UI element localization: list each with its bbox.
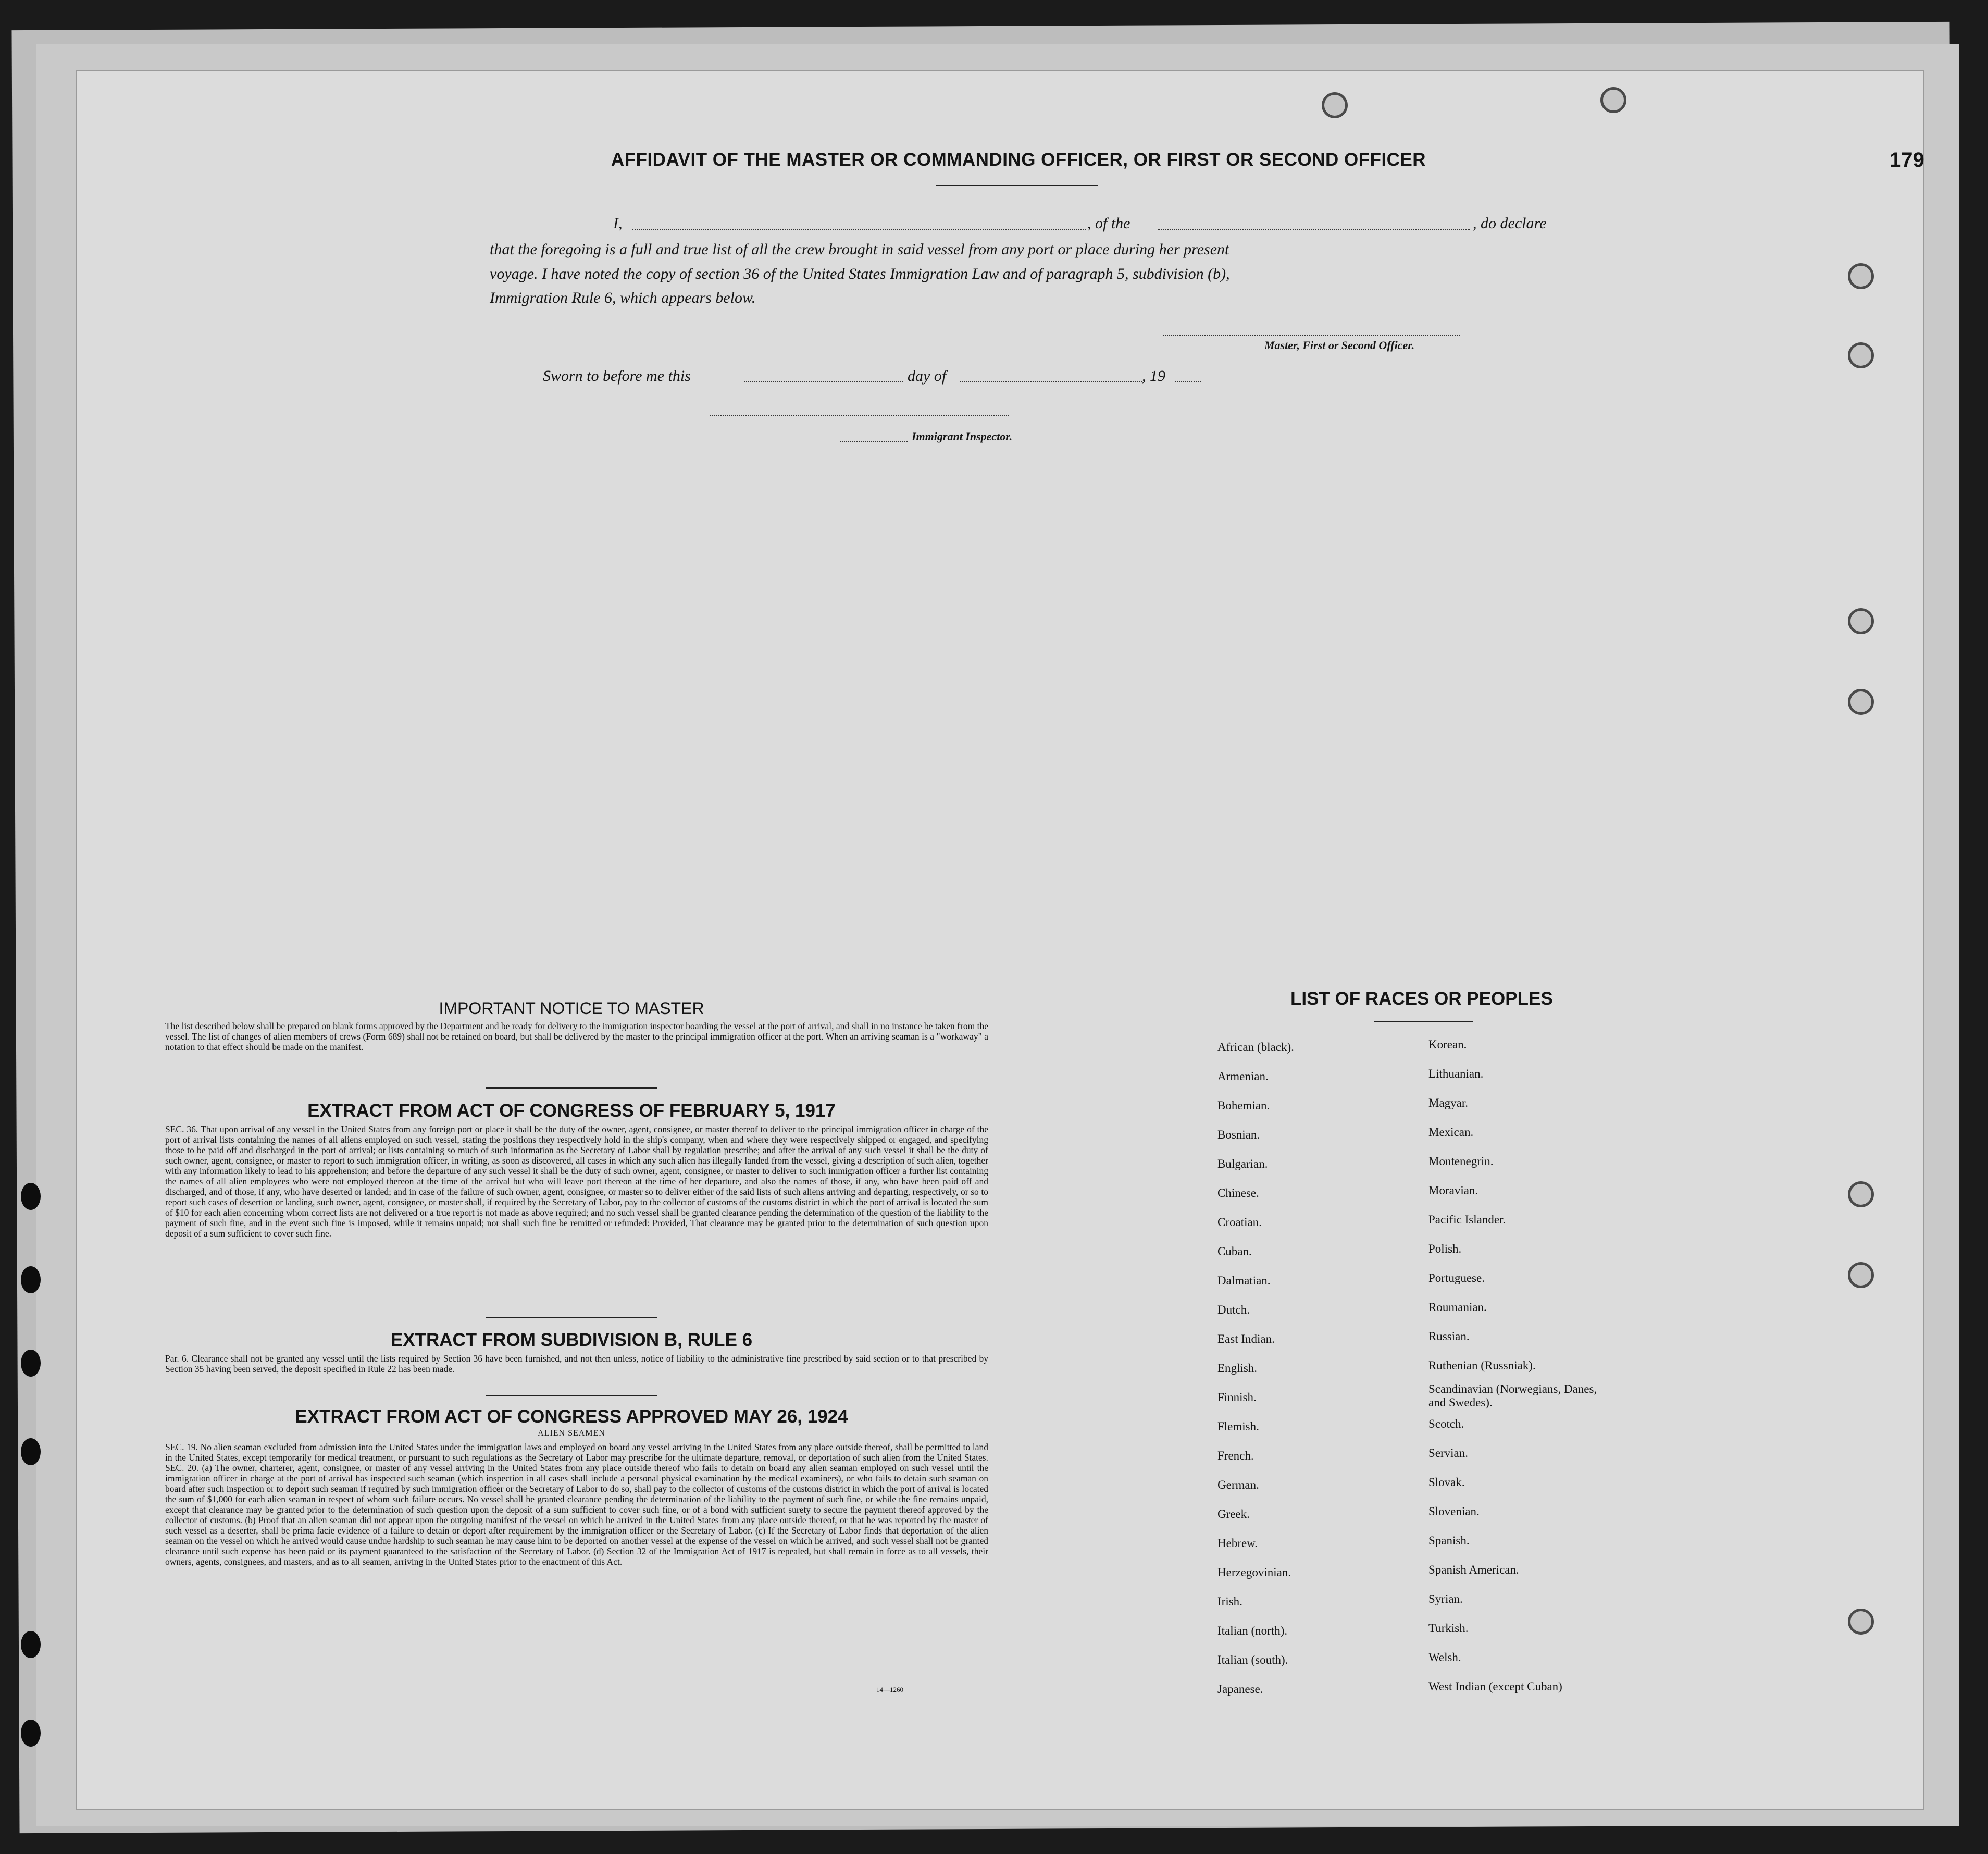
punch-hole [1848, 1609, 1874, 1635]
race-item: Polish. [1428, 1242, 1462, 1255]
race-item: Bulgarian. [1217, 1157, 1268, 1170]
race-item: Irish. [1217, 1595, 1242, 1608]
extract-rule6-body: Par. 6. Clearance shall not be granted any vessel until the lists required by Section 36 have been furnished, and not then unless, notice of liability to the administrative fine prescribed by said section or to that prescribed by Section 35 having been served, the deposit specified in Rule 22 has been made. [165, 1353, 988, 1374]
race-item: West Indian (except Cuban) [1428, 1680, 1562, 1693]
race-item: African (black). [1217, 1041, 1294, 1054]
races-title: LIST OF RACES OR PEOPLES [1290, 988, 1553, 1009]
race-item: Armenian. [1217, 1070, 1269, 1083]
race-item: Greek. [1217, 1507, 1250, 1521]
extract-1924-subtitle: ALIEN SEAMEN [538, 1429, 605, 1438]
page-number: 179 [1890, 149, 1924, 171]
punch-hole [1848, 608, 1874, 634]
race-item: Finnish. [1217, 1391, 1257, 1404]
punch-hole [1322, 92, 1348, 118]
race-item: Dutch. [1217, 1303, 1250, 1316]
races-title-rule [1374, 1021, 1473, 1022]
section-rule [486, 1395, 657, 1396]
vessel-name-blank [1158, 229, 1470, 230]
affidavit-line3: voyage. I have noted the copy of section 36 of the United States Immigration Law and of paragraph 5, subdivision (b), [490, 265, 1230, 282]
sworn-end: , 19 [1142, 367, 1165, 385]
race-item: Moravian. [1428, 1184, 1478, 1197]
master-signature-caption: Master, First or Second Officer. [1264, 339, 1415, 352]
race-item: Portuguese. [1428, 1271, 1485, 1284]
race-item: Scotch. [1428, 1417, 1464, 1430]
punch-hole [1848, 263, 1874, 289]
race-item: Magyar. [1428, 1096, 1469, 1109]
punch-hole [1600, 87, 1626, 113]
race-item: Ruthenian (Russniak). [1428, 1359, 1536, 1372]
inspector-signature-blank-2 [840, 441, 908, 442]
race-item: Roumanian. [1428, 1301, 1487, 1314]
binder-hole [21, 1350, 41, 1377]
race-item: Servian. [1428, 1447, 1469, 1460]
race-item: Italian (south). [1217, 1653, 1288, 1666]
sworn-year-blank [1175, 381, 1201, 382]
affidavit-line1-start: I, [613, 215, 623, 232]
binder-hole [21, 1438, 41, 1465]
section-rule [486, 1317, 657, 1318]
race-item: Italian (north). [1217, 1624, 1288, 1637]
race-item: Bohemian. [1217, 1099, 1270, 1112]
race-item: Pacific Islander. [1428, 1213, 1506, 1226]
race-item: Hebrew. [1217, 1537, 1258, 1550]
master-signature-blank [1163, 335, 1460, 336]
race-item: Slovenian. [1428, 1505, 1480, 1518]
race-item: Spanish. [1428, 1534, 1470, 1547]
affidavit-line1-end: , do declare [1473, 215, 1547, 232]
affidavit-line4: Immigration Rule 6, which appears below. [490, 289, 756, 306]
master-name-blank [632, 229, 1086, 230]
inspector-caption: Immigrant Inspector. [912, 430, 1013, 443]
affidavit-line2: that the foregoing is a full and true list of all the crew brought in said vessel from any port or place during her present [490, 241, 1229, 258]
race-item: Lithuanian. [1428, 1067, 1484, 1080]
extract-1917-title: EXTRACT FROM ACT OF CONGRESS OF FEBRUARY 5, 1917 [307, 1101, 836, 1121]
document-page [76, 70, 1924, 1810]
race-item: Russian. [1428, 1330, 1470, 1343]
race-item: German. [1217, 1478, 1259, 1491]
extract-1917-body: SEC. 36. That upon arrival of any vessel in the United States from any foreign port or place it shall be the duty of the owner, agent, consignee, or master thereof to deliver to the principal immigration officer in charge of the port of arrival lists containing the names of all aliens employed on such vessel, stating the positions they respectively hold in the ship's company, when and where they were respectively shipped or engaged, and specifying those to be paid off and discharged in the port of arrival; or lists containing so much of such information as the Secretary of Labor shall by regulation prescribe; and after the arrival of any such vessel it shall be the duty of such owner, agent, consignee, or master to report to such immigration officer, in writing, as soon as discovered, all cases in which any such alien has illegally landed from the vessel, giving a description of such alien, together with any information likely to lead to his apprehension; and before the departure of any such vessel it shall be the duty of such owner, agent, consignee, or master to deliver to such immigration officer a further list containing the names of all alien employees who were not employed thereon at the time of the arrival but who will leave port thereon at the time of her departure, and also the names of those, if any, who have been paid off and discharged, and of those, if any, who have deserted or landed; and in case of the failure of such owner, agent, consignee, or master so to deliver either of the said lists of such aliens arriving and departing, respectively, or so to report such cases of desertion or landing, such owner, agent, consignee, or master shall, if required by the Secretary of Labor, pay to the collector of customs of the customs district in which the port of arrival is located the sum of $10 for each alien concerning whom correct lists are not delivered or a true report is not made as above required; and no such vessel shall be granted clearance pending the determination of the question of the liability to the payment of such fine, and in the event such fine is imposed, while it remains unpaid; nor shall such fine be remitted or refunded: Provided, That clearance may be granted prior to the determination of such question upon deposit of a sum sufficient to cover such fine. [165, 1124, 988, 1239]
race-item: Bosnian. [1217, 1128, 1260, 1141]
binder-hole [21, 1183, 41, 1210]
punch-hole [1848, 342, 1874, 368]
extract-rule6-title: EXTRACT FROM SUBDIVISION B, RULE 6 [390, 1330, 753, 1350]
race-item: Japanese. [1217, 1683, 1263, 1696]
notice-body: The list described below shall be prepared on blank forms approved by the Department and be ready for delivery to the immigration inspector boarding the vessel at the port of arrival, and shall in no instance be taken from the vessel. The list of changes of alien members of crews (Form 689) shall not be retained on board, but shall be delivered by the master to the principal immigration officer at the port. When an arriving seaman is a "workaway" a notation to that effect should be made on the manifest. [165, 1021, 988, 1052]
affidavit-title: AFFIDAVIT OF THE MASTER OR COMMANDING OFFICER, OR FIRST OR SECOND OFFICER [611, 150, 1426, 170]
binder-hole [21, 1720, 41, 1747]
punch-hole [1848, 1262, 1874, 1288]
race-item: Korean. [1428, 1038, 1467, 1051]
race-item: Welsh. [1428, 1651, 1461, 1664]
punch-hole [1848, 689, 1874, 715]
race-item: Turkish. [1428, 1622, 1469, 1635]
form-number: 14—1260 [876, 1686, 903, 1694]
affidavit-line1-mid: , of the [1087, 215, 1130, 232]
punch-hole [1848, 1181, 1874, 1207]
inspector-signature-blank [710, 415, 1009, 416]
race-item: Flemish. [1217, 1420, 1259, 1433]
extract-1924-body: SEC. 19. No alien seaman excluded from admission into the United States under the immigration laws and employed on board any vessel arriving in the United States from any place outside thereof, shall be permitted to land in the United States, except temporarily for medical treatment, or pursuant to such regulations as the Secretary of Labor may prescribe for the ultimate departure, removal, or deportation of such alien from the United States. SEC. 20. (a) The owner, charterer, agent, consignee, or master of any vessel arriving in the United States from any place outside thereof who fails to detain on board any alien seaman employed on such vessel until the immigration officer in charge at the port of arrival has inspected such seaman (which inspection in all cases shall include a personal physical examination by the medical examiners), or who fails to detain such seaman on board after such inspection or to deport such seaman if required by such immigration officer or the Secretary of Labor to do so, shall pay to the collector of customs of the customs district in which the port of arrival is located the sum of $1,000 for each alien seaman in respect of whom such failure occurs. No vessel shall be granted clearance pending the determination of the liability to the payment of such fine, or while the fine remains unpaid, except that clearance may be granted prior to the determination of such question upon the deposit of a sum sufficient to cover such fine, or of a bond with sufficient surety to secure the payment thereof approved by the collector of customs. (b) Proof that an alien seaman did not appear upon the outgoing manifest of the vessel on which he arrived in the United States from any place outside thereof, or that he was reported by the master of such vessel as a deserter, shall be prima facie evidence of a failure to detain or deport after requirement by the immigration officer or the Secretary of Labor. (c) If the Secretary of Labor finds that deportation of the alien seaman on the vessel on which he arrived would cause undue hardship to such seaman he may cause him to be deported on another vessel at the expense of the vessel on which he arrived, and such vessel shall not be granted clearance until such expense has been paid or its payment guaranteed to the satisfaction of the Secretary of Labor. (d) Section 32 of the Immigration Act of 1917 is repealed, but shall remain in force as to all vessels, their owners, agents, consignees, and masters, and as to all seamen, arriving in the United States prior to the enactment of this Act. [165, 1442, 988, 1567]
race-item: Herzegovinian. [1217, 1566, 1291, 1579]
race-item: Cuban. [1217, 1245, 1252, 1258]
race-item: English. [1217, 1362, 1258, 1375]
race-item: Dalmatian. [1217, 1274, 1271, 1287]
race-item: Montenegrin. [1428, 1155, 1494, 1168]
race-item: Slovak. [1428, 1476, 1465, 1489]
sworn-day-blank [744, 381, 903, 382]
sworn-mid: day of [908, 367, 947, 385]
binder-hole [21, 1631, 41, 1658]
race-item: Scandinavian (Norwegians, Danes, and Swedes). [1428, 1382, 1597, 1409]
sworn-month-blank [960, 381, 1142, 382]
race-item: French. [1217, 1449, 1254, 1462]
race-item: Croatian. [1217, 1216, 1262, 1229]
race-item: Syrian. [1428, 1592, 1463, 1605]
notice-title: IMPORTANT NOTICE TO MASTER [439, 999, 704, 1018]
race-item: Mexican. [1428, 1126, 1474, 1139]
sworn-start: Sworn to before me this [543, 367, 691, 385]
race-item: Chinese. [1217, 1186, 1259, 1200]
race-item: East Indian. [1217, 1332, 1275, 1345]
extract-1924-title: EXTRACT FROM ACT OF CONGRESS APPROVED MAY 26, 1924 [295, 1406, 848, 1427]
title-rule [936, 185, 1098, 186]
section-rule [486, 1087, 657, 1089]
race-item: Spanish American. [1428, 1563, 1519, 1576]
binder-hole [21, 1266, 41, 1293]
